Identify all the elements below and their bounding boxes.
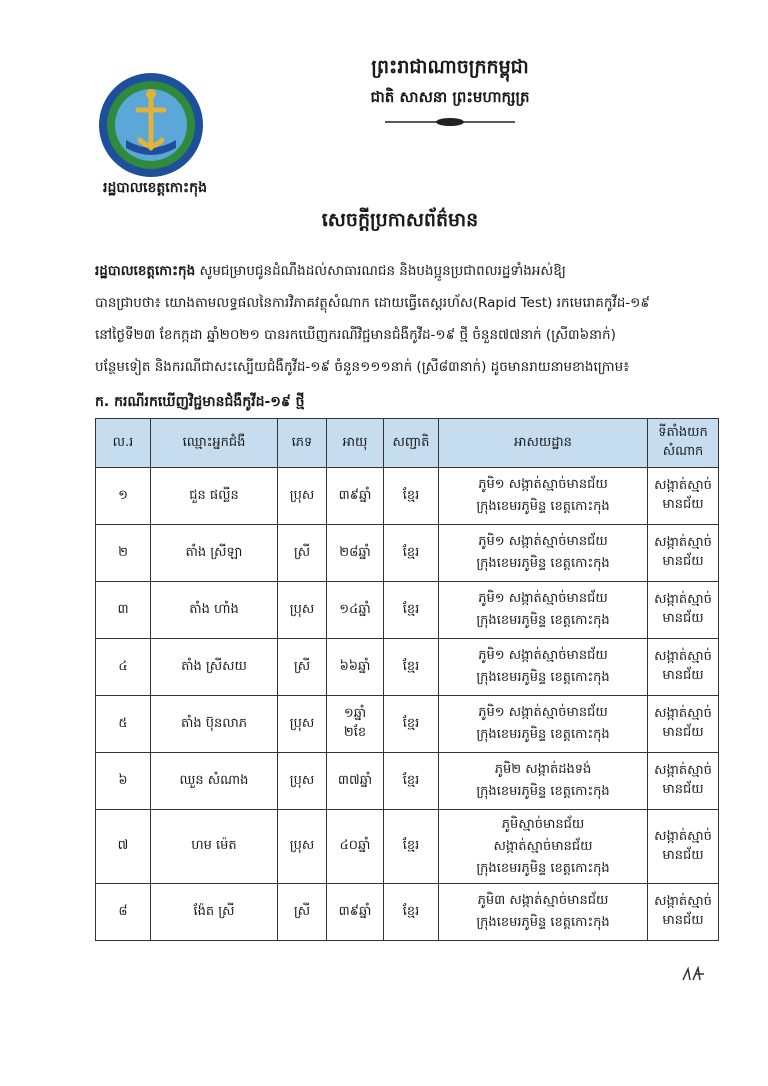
cell-sample-site: សង្កាត់ស្មាច់មានជ័យ	[648, 753, 719, 810]
address-line: ភូមិ១ សង្កាត់ស្មាច់មានជ័យ	[478, 705, 608, 720]
cell-nationality: ខ្មែរ	[384, 639, 439, 696]
cell-no: ៤	[96, 639, 151, 696]
intro-line-2: បានជ្រាបថា៖ យោងតាមលទ្ធផលនៃការវិភាគវត្ថុសំណាក ដោយធ្វើតេស្តរហ័ស(Rapid Test) រកមេរោគកូវីដ-១៩	[95, 295, 650, 311]
cell-sample-site: សង្កាត់ស្មាច់មានជ័យ	[648, 696, 719, 753]
cell-address	[439, 696, 648, 753]
intro-line-4: បន្ថែមទៀត និងករណីជាសះស្បើយជំងឺកូវីដ-១៩ ចំនួន១១១នាក់ (ស្រី៨៣នាក់) ដូចមានរាយនាមខាងក្រោម៖	[95, 359, 630, 375]
table-row	[96, 810, 719, 884]
cell-no: ៣	[96, 582, 151, 639]
cell-sex: ស្រី	[278, 884, 327, 941]
cell-age: ៦៦ឆ្នាំ	[327, 639, 384, 696]
cell-age: ១ឆ្នាំ ២ខែ	[327, 696, 384, 753]
table-header-row	[96, 419, 719, 468]
address-line: ក្រុងខេមរភូមិន្ទ ខេត្តកោះកុង	[476, 613, 610, 628]
address-line: ភូមិ១ សង្កាត់ស្មាច់មានជ័យ	[478, 534, 608, 549]
address-line: ក្រុងខេមរភូមិន្ទ ខេត្តកោះកុង	[476, 860, 610, 876]
table-body	[96, 468, 719, 941]
cell-sex: ប្រុស	[278, 753, 327, 810]
document-title: សេចក្តីប្រកាសព័ត៌មាន	[321, 209, 479, 231]
cell-address	[439, 639, 648, 696]
intro-line-3: នៅថ្ងៃទី២៣ ខែកក្កដា ឆ្នាំ២០២១ បានរកឃើញករណីវិជ្ជមានជំងឺកូវីដ-១៩ ថ្មី ចំនួន៧៧នាក់ (ស្រី៣៦នាក់)	[95, 327, 616, 343]
intro-line-1: រដ្ឋបាលខេត្តកោះកុង សូមជម្រាបជូនដំណឹងដល់សាធារណជន និងបងប្អូនប្រជាពលរដ្ឋទាំងអស់ឱ្យ	[95, 263, 566, 279]
table-row	[96, 696, 719, 753]
cell-name: តាំង ស្រីឡា	[151, 525, 278, 582]
address-line: ក្រុងខេមរភូមិន្ទ ខេត្តកោះកុង	[476, 499, 610, 514]
cell-sex: ស្រី	[278, 639, 327, 696]
cell-no: ៧	[96, 810, 151, 884]
cell-nationality: ខ្មែរ	[384, 884, 439, 941]
cell-address	[439, 468, 648, 525]
cell-age: ៣៧ឆ្នាំ	[327, 753, 384, 810]
cell-sample-site: សង្កាត់ស្មាច់មានជ័យ	[648, 810, 719, 884]
cell-address	[439, 810, 648, 884]
ornament-divider	[385, 116, 515, 128]
table-row	[96, 884, 719, 941]
address-line: ក្រុងខេមរភូមិន្ទ ខេត្តកោះកុង	[476, 556, 610, 571]
address-line: ភូមិ១ សង្កាត់ស្មាច់មានជ័យ	[478, 591, 608, 606]
intro-lead: រដ្ឋបាលខេត្តកោះកុង	[95, 263, 196, 279]
cell-name: ជួន ផល្លីន	[151, 468, 278, 525]
cell-sex: ប្រុស	[278, 468, 327, 525]
cell-address	[439, 582, 648, 639]
address-line: ភូមិ៣ សង្កាត់ស្មាច់មានជ័យ	[477, 893, 609, 908]
cell-nationality: ខ្មែរ	[384, 468, 439, 525]
cell-sex: ប្រុស	[278, 582, 327, 639]
cell-name: ង៉ែត ស្រី	[151, 884, 278, 941]
cell-no: ៦	[96, 753, 151, 810]
cell-age: ១៤ឆ្នាំ	[327, 582, 384, 639]
address-line: ក្រុងខេមរភូមិន្ទ ខេត្តកោះកុង	[476, 670, 610, 685]
cases-table	[95, 418, 719, 941]
cell-sex: ប្រុស	[278, 696, 327, 753]
cell-no: ១	[96, 468, 151, 525]
cell-no: ៥	[96, 696, 151, 753]
section-heading: ក. ករណីរកឃើញវិជ្ជមានជំងឺកូវីដ-១៩ ថ្មី	[95, 394, 305, 410]
cell-address	[439, 525, 648, 582]
col-sample-site: ទីតាំងយក សំណាក	[648, 419, 719, 468]
cell-name: ហម ម៉េត	[151, 810, 278, 884]
table-row	[96, 753, 719, 810]
cell-sample-site: សង្កាត់ស្មាច់មានជ័យ	[648, 525, 719, 582]
cell-no: ៨	[96, 884, 151, 941]
province-seal-logo	[96, 70, 206, 180]
cell-nationality: ខ្មែរ	[384, 696, 439, 753]
cell-sample-site: សង្កាត់ស្មាច់មានជ័យ	[648, 884, 719, 941]
cell-age: ៣៩ឆ្នាំ	[327, 468, 384, 525]
col-sex: ភេទ	[278, 419, 327, 468]
cell-name: ឈួន សំណាង	[151, 753, 278, 810]
table-row	[96, 525, 719, 582]
col-nationality: សញ្ជាតិ	[384, 419, 439, 468]
cell-nationality: ខ្មែរ	[384, 810, 439, 884]
table-row	[96, 582, 719, 639]
cell-name: តាំង ស្រីសយ	[151, 639, 278, 696]
cell-sex: ប្រុស	[278, 810, 327, 884]
cell-sex: ស្រី	[278, 525, 327, 582]
cell-address	[439, 753, 648, 810]
address-line: ភូមិ២ សង្កាត់ដងទង់	[494, 762, 592, 777]
table-row	[96, 468, 719, 525]
cell-name: តាំង ប៊ុនលាភ	[151, 696, 278, 753]
col-age: អាយុ	[327, 419, 384, 468]
cell-age: ៤០ឆ្នាំ	[327, 810, 384, 884]
col-no: ល.រ	[96, 419, 151, 468]
col-name: ឈ្មោះអ្នកជំងឺ	[151, 419, 278, 468]
cell-sample-site: សង្កាត់ស្មាច់មានជ័យ	[648, 468, 719, 525]
cell-no: ២	[96, 525, 151, 582]
address-line: ក្រុងខេមរភូមិន្ទ ខេត្តកោះកុង	[476, 727, 610, 742]
col-address: អាសយដ្ឋាន	[439, 419, 648, 468]
table-row	[96, 639, 719, 696]
address-line: ភូមិ១ សង្កាត់ស្មាច់មានជ័យ	[478, 477, 608, 492]
address-line: ភូមិស្មាច់មានជ័យ	[501, 816, 585, 832]
address-line: ក្រុងខេមរភូមិន្ទ ខេត្តកោះកុង	[476, 915, 610, 930]
cell-name: តាំង ហាំង	[151, 582, 278, 639]
national-motto: ជាតិ សាសនា ព្រះមហាក្សត្រ	[370, 88, 530, 106]
initials-mark	[680, 965, 710, 985]
kingdom-name: ព្រះរាជាណាចក្រកម្ពុជា	[371, 56, 529, 78]
admin-name: រដ្ឋបាលខេត្តកោះកុង	[103, 180, 207, 196]
cell-address	[439, 884, 648, 941]
cell-nationality: ខ្មែរ	[384, 582, 439, 639]
cell-age: ២៨ឆ្នាំ	[327, 525, 384, 582]
cell-age: ៣៩ឆ្នាំ	[327, 884, 384, 941]
cell-nationality: ខ្មែរ	[384, 525, 439, 582]
address-line: ក្រុងខេមរភូមិន្ទ ខេត្តកោះកុង	[476, 784, 610, 799]
cell-sample-site: សង្កាត់ស្មាច់មានជ័យ	[648, 582, 719, 639]
cell-sample-site: សង្កាត់ស្មាច់មានជ័យ	[648, 639, 719, 696]
address-line: ភូមិ១ សង្កាត់ស្មាច់មានជ័យ	[478, 648, 608, 663]
cell-nationality: ខ្មែរ	[384, 753, 439, 810]
address-line: សង្កាត់ស្មាច់មានជ័យ	[493, 838, 593, 854]
